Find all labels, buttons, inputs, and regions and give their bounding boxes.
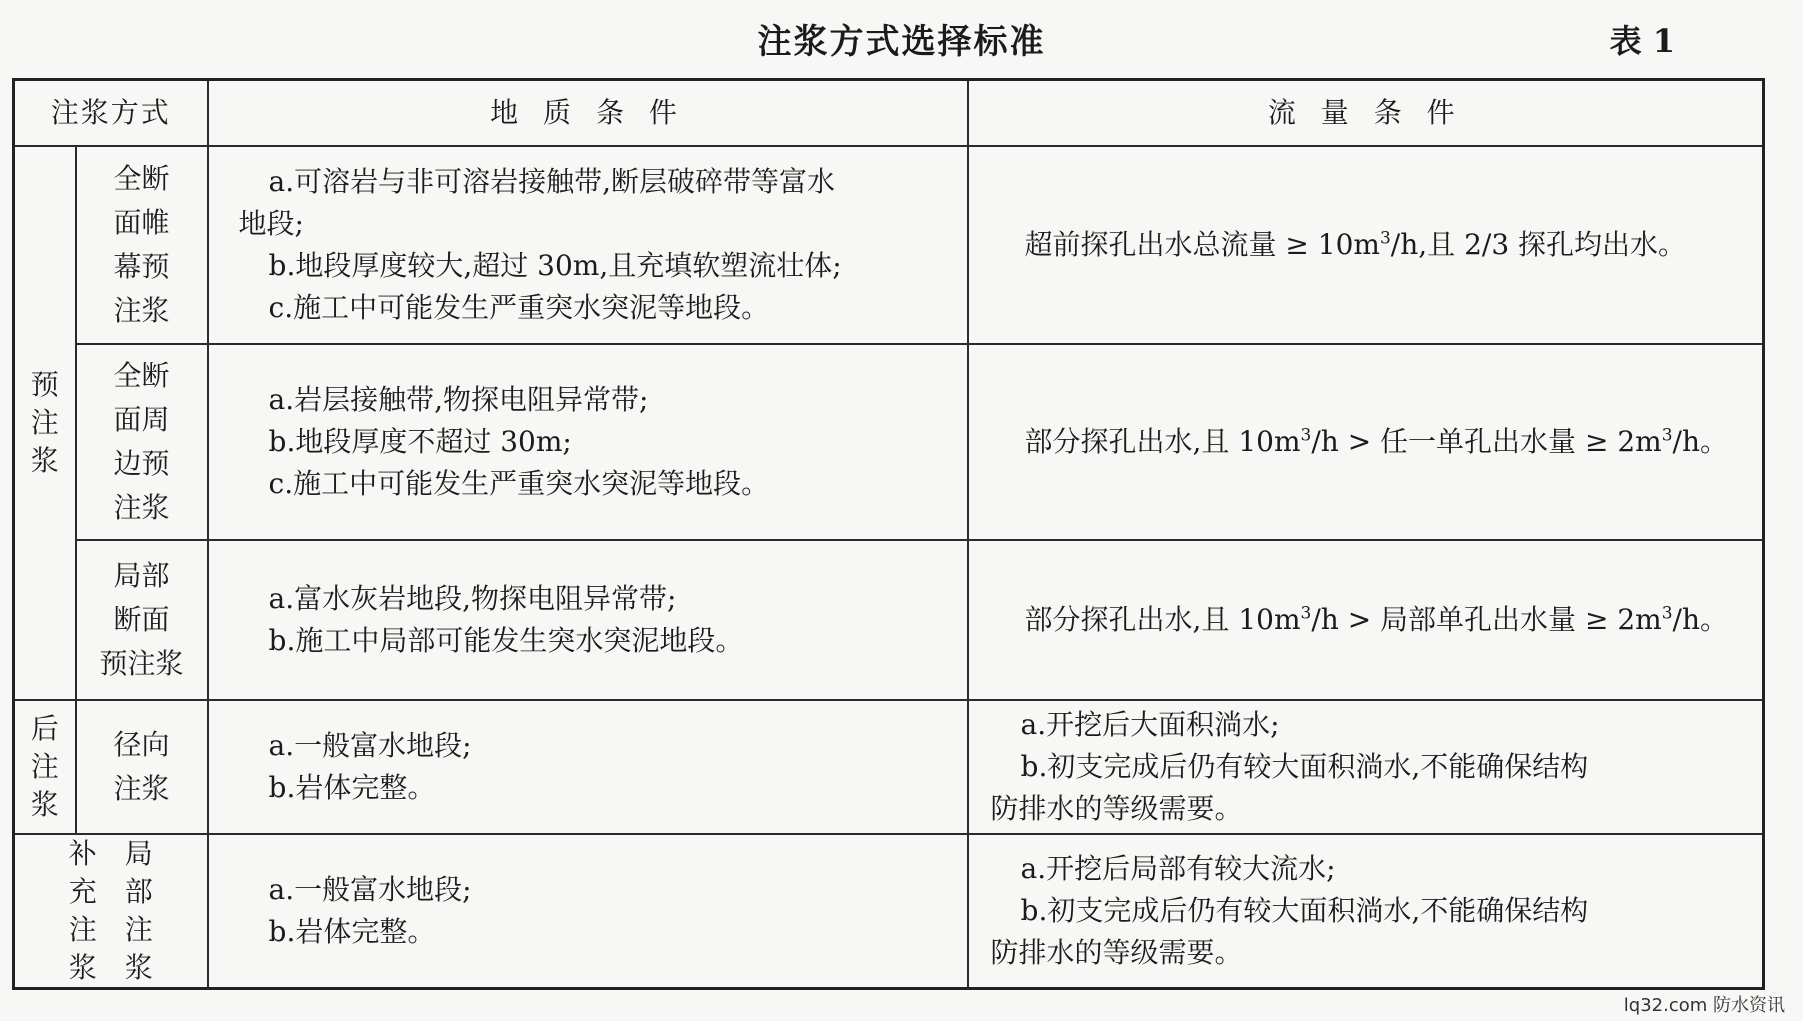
flow-cell: a.开挖后大面积淌水; b.初支完成后仍有较大面积淌水,不能确保结构 防排水的等级需要。: [968, 700, 1764, 834]
table-row: [14, 540, 1764, 700]
flow-cell: 部分探孔出水,且 $10m^3/h$ > 任一单孔出水量 ≥ $2m^3/h$。: [968, 344, 1764, 540]
table-row: [14, 834, 1764, 989]
watermark-text: lq32.com 防水资讯: [1623, 995, 1785, 1016]
flow-cell: a.开挖后局部有较大流水; b.初支完成后仍有较大面积淌水,不能确保结构 防排水的等级需要。: [968, 834, 1764, 989]
geology-cell: a.岩层接触带,物探电阻异常带; b.地段厚度不超过 30m; c.施工中可能发生严重突水突泥等地段。: [208, 344, 968, 540]
flow-cell: 超前探孔出水总流量 ≥ $10m^3/h$,且 2/3 探孔均出水。: [968, 146, 1764, 344]
method-full-section-curtain: 全断 面帷 幕预 注浆: [76, 146, 208, 344]
category-post-grouting: 后 注 浆: [14, 700, 76, 834]
header-row: [14, 80, 1764, 147]
category-supplementary: 补 充 注 浆 局 部 注 浆: [14, 834, 208, 989]
method-partial-section: 局部 断面 预注浆: [76, 540, 208, 700]
table-row: [14, 146, 1764, 344]
table-title: 注浆方式选择标准: [757, 22, 1046, 62]
header-flow: 流 量 条 件: [968, 80, 1764, 147]
method-radial: 径向 注浆: [76, 700, 208, 834]
flow-cell: 部分探孔出水,且 $10m^3/h$ > 局部单孔出水量 ≥ $2m^3/h$。: [968, 540, 1764, 700]
grouting-selection-table: [12, 78, 1765, 990]
geology-cell: a.一般富水地段; b.岩体完整。: [208, 834, 968, 989]
geology-cell: a.富水灰岩地段,物探电阻异常带; b.施工中局部可能发生突水突泥地段。: [208, 540, 968, 700]
method-full-section-perimeter: 全断 面周 边预 注浆: [76, 344, 208, 540]
header-geology: 地 质 条 件: [208, 80, 968, 147]
table-row: [14, 344, 1764, 540]
geology-cell: a.可溶岩与非可溶岩接触带,断层破碎带等富水 地段; b.地段厚度较大,超过 30m,且充填软塑流壮体; c.施工中可能发生严重突水突泥等地段。: [208, 146, 968, 344]
table-row: [14, 700, 1764, 834]
geology-cell: a.一般富水地段; b.岩体完整。: [208, 700, 968, 834]
category-pre-grouting: 预 注 浆: [14, 146, 76, 700]
table-number: 表 1: [1609, 22, 1675, 60]
header-method: 注浆方式: [14, 80, 208, 147]
